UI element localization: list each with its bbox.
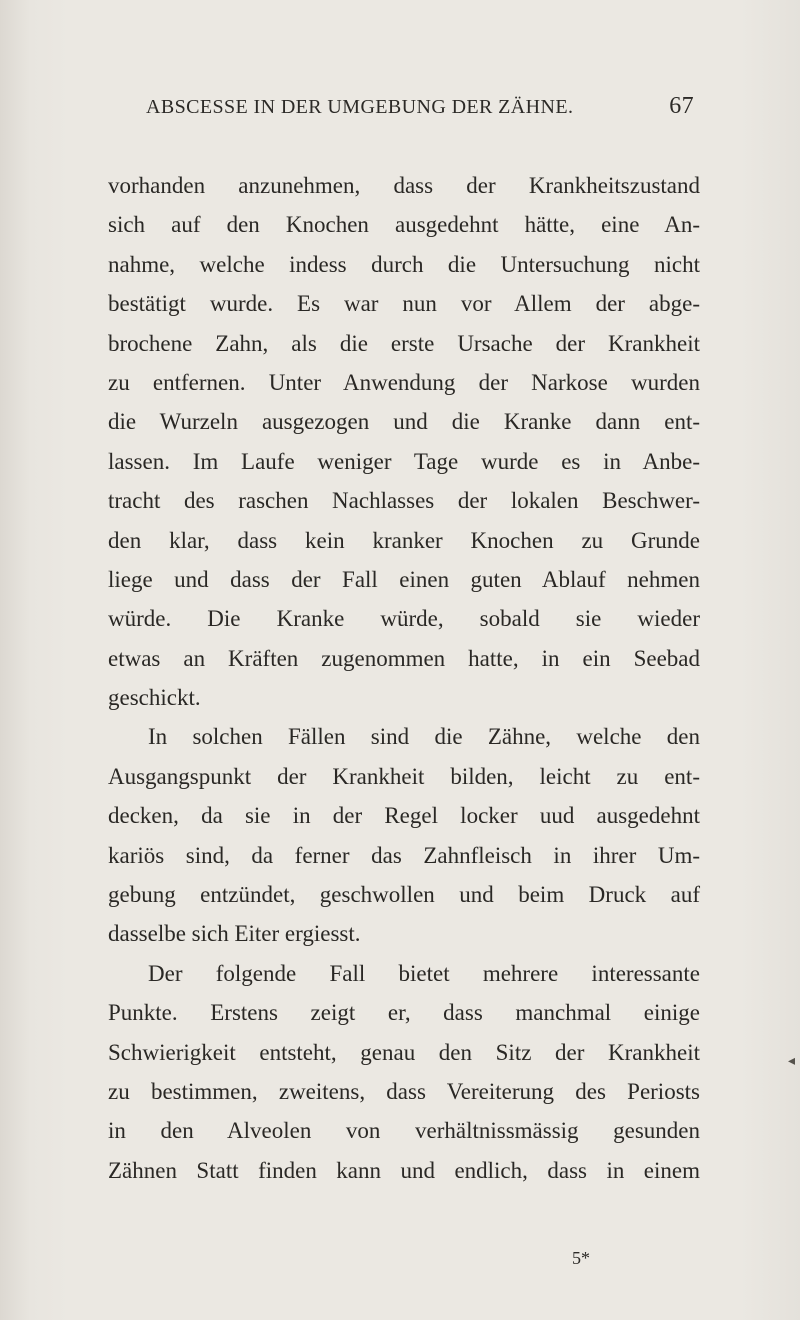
text-line: Der folgende Fall bietet mehrere interessante — [148, 960, 700, 986]
text-line: zu bestimmen, zweitens, dass Vereiterung des Periosts — [108, 1078, 700, 1104]
text-line: würde. Die Kranke würde, sobald sie wieder — [108, 606, 700, 632]
body-text — [108, 166, 700, 1190]
text-line: etwas an Kräften zugenommen hatte, in ein Seebad — [108, 645, 700, 671]
page-number: 67 — [669, 93, 694, 119]
margin-arrow-mark: ◂ — [788, 1053, 796, 1069]
text-line: brochene Zahn, als die erste Ursache der Krankheit — [108, 330, 700, 356]
text-line: die Wurzeln ausgezogen und die Kranke dann ent- — [108, 409, 700, 435]
text-line: nahme, welche indess durch die Untersuchung nicht — [108, 251, 700, 277]
text-line: dasselbe sich Eiter ergiesst. — [108, 921, 361, 947]
text-line: zu entfernen. Unter Anwendung der Narkose wurden — [108, 369, 700, 395]
text-line: Punkte. Erstens zeigt er, dass manchmal einige — [108, 1000, 700, 1026]
page-header — [146, 93, 694, 122]
text-line: tracht des raschen Nachlasses der lokalen Beschwer- — [108, 488, 700, 514]
signature-mark: 5* — [572, 1248, 590, 1268]
text-line: bestätigt wurde. Es war nun vor Allem der abge- — [108, 291, 700, 317]
text-line: sich auf den Knochen ausgedehnt hätte, eine An- — [108, 212, 700, 238]
text-line: liege und dass der Fall einen guten Ablauf nehmen — [108, 566, 700, 592]
text-line: Ausgangspunkt der Krankheit bilden, leicht zu ent- — [108, 763, 700, 789]
text-line: den klar, dass kein kranker Knochen zu Grunde — [108, 527, 700, 553]
text-line: geschickt. — [108, 685, 201, 711]
text-line: in den Alveolen von verhältnissmässig gesunden — [108, 1118, 700, 1144]
text-line: gebung entzündet, geschwollen und beim Druck auf — [108, 882, 700, 908]
text-line: decken, da sie in der Regel locker uud ausgedehnt — [108, 803, 700, 829]
text-line: Schwierigkeit entsteht, genau den Sitz der Krankheit — [108, 1039, 700, 1065]
text-line: lassen. Im Laufe weniger Tage wurde es in Anbe- — [108, 448, 700, 474]
text-line: In solchen Fällen sind die Zähne, welche den — [148, 724, 700, 750]
running-title: ABSCESSE IN DER UMGEBUNG DER ZÄHNE. — [146, 96, 574, 118]
text-line: vorhanden anzunehmen, dass der Krankheitszustand — [108, 173, 700, 198]
text-line: Zähnen Statt finden kann und endlich, dass in einem — [108, 1157, 700, 1183]
text-line: kariös sind, da ferner das Zahnfleisch in ihrer Um- — [108, 842, 700, 868]
